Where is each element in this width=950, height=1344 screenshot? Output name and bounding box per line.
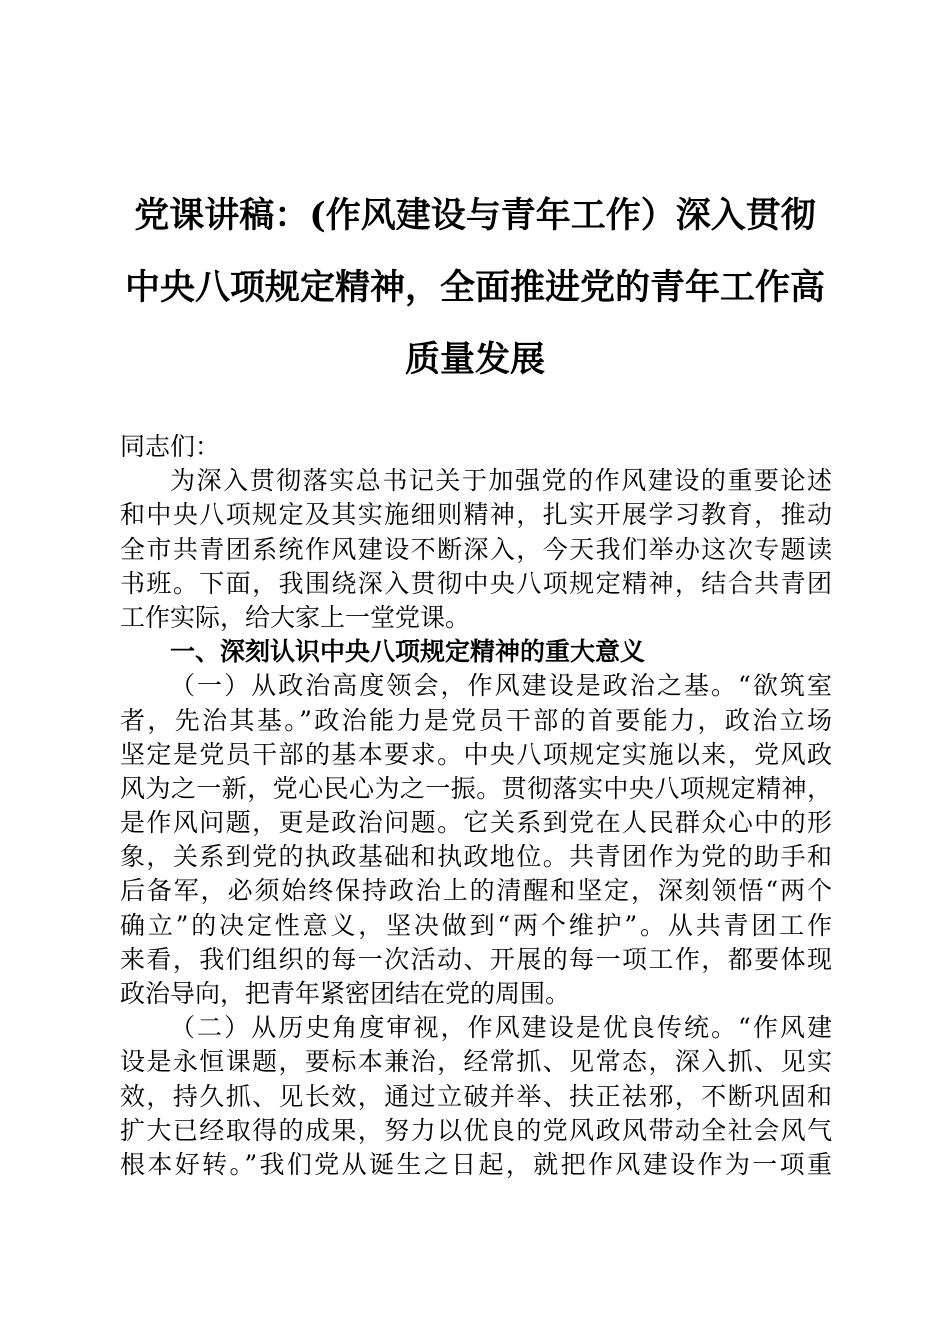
- paragraph-line: 者，先治其基。”政治能力是党员干部的首要能力，政治立场: [120, 705, 832, 735]
- title-line: 党课讲稿：(作风建设与青年工作）深入贯彻: [134, 195, 816, 236]
- title-line: 中央八项规定精神，全面推进党的青年工作高: [124, 267, 825, 308]
- paragraph-line: （一）从政治高度领会，作风建设是政治之基。“欲筑室: [170, 671, 832, 701]
- document-body: [120, 430, 832, 1182]
- title-line: 质量发展: [404, 339, 545, 380]
- paragraph-line: 确立”的决定性意义，坚决做到“两个维护”。从共青团工作: [120, 910, 832, 940]
- paragraph-line: 政治导向，把青年紧密团结在党的周围。: [120, 979, 571, 1008]
- salutation: 同志们：: [120, 432, 221, 461]
- intro-line: 全市共青团系统作风建设不断深入，今天我们举办这次专题读: [120, 534, 832, 564]
- paragraph-line: 扩大已经取得的成果，努力以优良的党风政风带动全社会风气: [120, 1115, 832, 1145]
- paragraph-line: 后备军，必须始终保持政治上的清醒和坚定，深刻领悟“两个: [120, 876, 832, 906]
- intro-line: 书班。下面，我围绕深入贯彻中央八项规定精神，结合共青团: [120, 568, 832, 598]
- paragraph-line: 是作风问题，更是政治问题。它关系到党在人民群众心中的形: [120, 808, 832, 838]
- paragraph-line: （二）从历史角度审视，作风建设是优良传统。“作风建: [170, 1013, 832, 1043]
- paragraph-line: 风为之一新，党心民心为之一振。贯彻落实中央八项规定精神，: [120, 773, 832, 803]
- paragraph-line: 根本好转。”我们党从诞生之日起，就把作风建设作为一项重: [120, 1149, 832, 1179]
- document-title: [95, 180, 855, 396]
- intro-line: 为深入贯彻落实总书记关于加强党的作风建设的重要论述: [170, 466, 832, 496]
- section-heading: 一、深刻认识中央八项规定精神的重大意义: [170, 637, 646, 667]
- paragraph-line: 设是永恒课题，要标本兼治，经常抓、见常态，深入抓、见实: [120, 1047, 832, 1077]
- intro-line: 和中央八项规定及其实施细则精神，扎实开展学习教育，推动: [120, 500, 832, 530]
- intro-line: 工作实际，给大家上一堂党课。: [120, 602, 471, 632]
- paragraph-line: 象，关系到党的执政基础和执政地位。共青团作为党的助手和: [120, 842, 832, 872]
- paragraph-line: 效，持久抓、见长效，通过立破并举、扶正祛邪，不断巩固和: [120, 1081, 832, 1111]
- paragraph-line: 来看，我们组织的每一次活动、开展的每一项工作，都要体现: [120, 944, 832, 974]
- paragraph-line: 坚定是党员干部的基本要求。中央八项规定实施以来，党风政: [120, 739, 832, 769]
